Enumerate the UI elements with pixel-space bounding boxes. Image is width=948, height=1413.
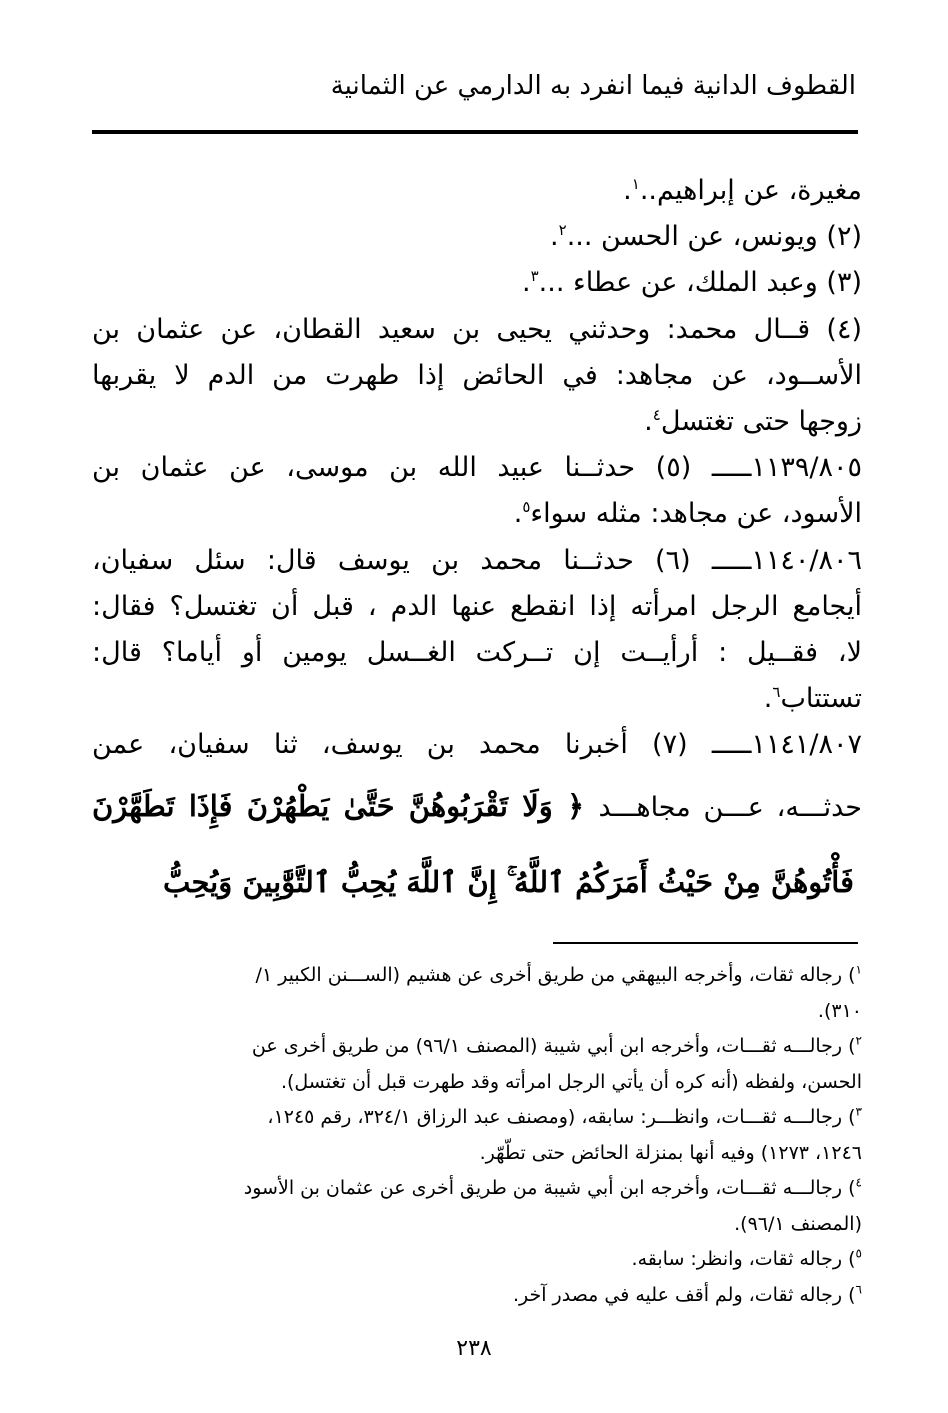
text-line-9: ١١٤٠/٨٠٦ـــــ (٦) حدثــنا محمد بن يوسف قال: سئل سفيان، [92, 544, 862, 576]
footnote-ref-5[interactable]: ٥ [522, 498, 531, 517]
footnote-5-number: ٥ [855, 1246, 862, 1261]
footnote-1-number: ١ [855, 962, 862, 977]
footnote-4-text-1: رجالـــه ثقـــات، وأخرجه ابن أبي شيبة من طريق أخرى عن عثمان بن الأسود [243, 1177, 843, 1199]
footnote-5-text-1: رجاله ثقات، وانظر: سابقه. [631, 1248, 843, 1270]
text-line-3 [92, 260, 862, 306]
line-2-text: (٢) ويونس، عن الحسن ... [566, 221, 862, 253]
line-6-end: . [644, 405, 653, 437]
text-line-2 [92, 214, 862, 260]
footnote-2-number: ٢ [855, 1033, 862, 1048]
line-12-text: تستتاب [780, 683, 862, 715]
footnote-4-line-2: (المصنف ٩٦/١). [734, 1212, 862, 1235]
footnote-3-line-1: $^٣$) رجالـــه ثقـــات، وانظـــر: سابقه، (ومصنف عبد الرزاق ٣٢٤/١، رقم ١٢٤٥، [267, 1104, 862, 1128]
footnote-4-number: ٤ [855, 1175, 862, 1190]
text-line-5: الأســود، عن مجاهد: في الحائض إذا طهرت من الدم لا يقربها [92, 359, 862, 391]
line-14-prefix: حدثـــه، عـــن مجاهـــد [598, 792, 862, 824]
text-line-1 [92, 168, 862, 214]
footnote-6-number: ٦ [855, 1282, 862, 1297]
line-12-end: . [763, 683, 773, 715]
footnote-5-line-1: $^٥$) رجاله ثقات، وانظر: سابقه. [631, 1246, 862, 1270]
footnote-1-text-1: رجاله ثقات، وأخرجه البيهقي من طريق أخرى عن هشيم (الســـنن الكبير ١/ [255, 964, 843, 986]
line-6-text: زوجها حتى تغتسل [660, 405, 862, 437]
header-rule [92, 130, 858, 134]
footnote-2-line-2: الحسن، ولفظه (أنه كره أن يأتي الرجل امرأته وقد طهرت قبل أن تغتسل). [280, 1070, 862, 1093]
quran-line-1 [92, 768, 862, 844]
text-line-4: (٤) قــال محمد: وحدثني يحيى بن سعيد القطان، عن عثمان بن [92, 313, 862, 345]
footnote-1-line-1: $^١$) رجاله ثقات، وأخرجه البيهقي من طريق أخرى عن هشيم (الســـنن الكبير ١/ [255, 962, 862, 986]
text-line-7: ١١٣٩/٨٠٥ـــــ (٥) حدثــنا عبيد الله بن موسى، عن عثمان بن [92, 452, 862, 484]
footnote-ref-2[interactable]: ٢ [558, 221, 567, 240]
footnotes [92, 958, 862, 1313]
text-line-13: ١١٤١/٨٠٧ـــــ (٧) أخبرنا محمد بن يوسف، ثنا سفيان، عمن [92, 729, 862, 761]
main-text [92, 168, 862, 920]
footnote-2-text-1: رجالـــه ثقـــات، وأخرجه ابن أبي شيبة (المصنف ٩٦/١) من طريق أخرى عن [251, 1035, 843, 1057]
line-8-end: . [513, 498, 523, 530]
footnote-2-line-1: $^٢$) رجالـــه ثقـــات، وأخرجه ابن أبي شيبة (المصنف ٩٦/١) من طريق أخرى عن [251, 1033, 862, 1057]
line-1-end: . [623, 175, 632, 206]
footnote-ref-1[interactable]: ١ [631, 175, 640, 193]
footnote-1-line-2: ٣١٠). [817, 999, 862, 1022]
quran-verse-part-1: ﴿ وَلَا تَقْرَبُوهُنَّ حَتَّىٰ يَطْهُرْنَ فَإِذَا تَطَهَّرْنَ [92, 789, 585, 824]
footnote-ref-4[interactable]: ٤ [652, 405, 661, 424]
text-line-12 [92, 676, 862, 722]
page-number: ٢٣٨ [456, 1336, 492, 1361]
text-line-10: أيجامع الرجل امرأته إذا انقطع عنها الدم ، قبل أن تغتسل؟ فقال: [92, 590, 862, 622]
quran-line-2: فَأْتُوهُنَّ مِنْ حَيْثُ أَمَرَكُمُ ٱللَّهُ ۚ إِنَّ ٱللَّهَ يُحِبُّ ٱلتَّوَّٰبِينَ وَيُحِبُّ [162, 865, 854, 900]
footnote-4-line-1: $^٤$) رجالـــه ثقـــات، وأخرجه ابن أبي شيبة من طريق أخرى عن عثمان بن الأسود [243, 1175, 862, 1199]
running-header: القطوف الدانية فيما انفرد به الدارمي عن الثمانية [330, 71, 856, 101]
footnote-3-text-1: رجالـــه ثقـــات، وانظـــر: سابقه، (ومصنف عبد الرزاق ٣٢٤/١، رقم ١٢٤٥، [267, 1106, 843, 1128]
footnote-6-text-1: رجاله ثقات، ولم أقف عليه في مصدر آخر. [512, 1283, 843, 1306]
line-2-end: . [550, 221, 559, 253]
line-3-text: (٣) وعبد الملك، عن عطاء ... [538, 267, 862, 299]
line-3-end: . [522, 267, 531, 299]
line-8-text: الأسود، عن مجاهد: مثله سواء [530, 498, 862, 530]
footnote-6-line-1: $^٦$) رجاله ثقات، ولم أقف عليه في مصدر آخر. [512, 1282, 862, 1306]
footnote-ref-3[interactable]: ٣ [530, 267, 539, 286]
footnote-3-line-2: ١٢٤٦، ١٢٧٣) وفيه أنها بمنزلة الحائض حتى تطّهّر. [479, 1141, 862, 1164]
text-line-8 [92, 491, 862, 537]
footnote-3-number: ٣ [855, 1104, 862, 1119]
text-line-11: لا، فقــيل : أرأيــت إن تــركت الغــسل يومين أو أياما؟ قال: [92, 636, 862, 668]
text-line-6 [92, 399, 862, 445]
line-1-text: مغيرة، عن إبراهيم.. [639, 175, 862, 206]
footnote-rule [553, 942, 858, 944]
footnote-ref-6[interactable]: ٦ [772, 683, 781, 702]
